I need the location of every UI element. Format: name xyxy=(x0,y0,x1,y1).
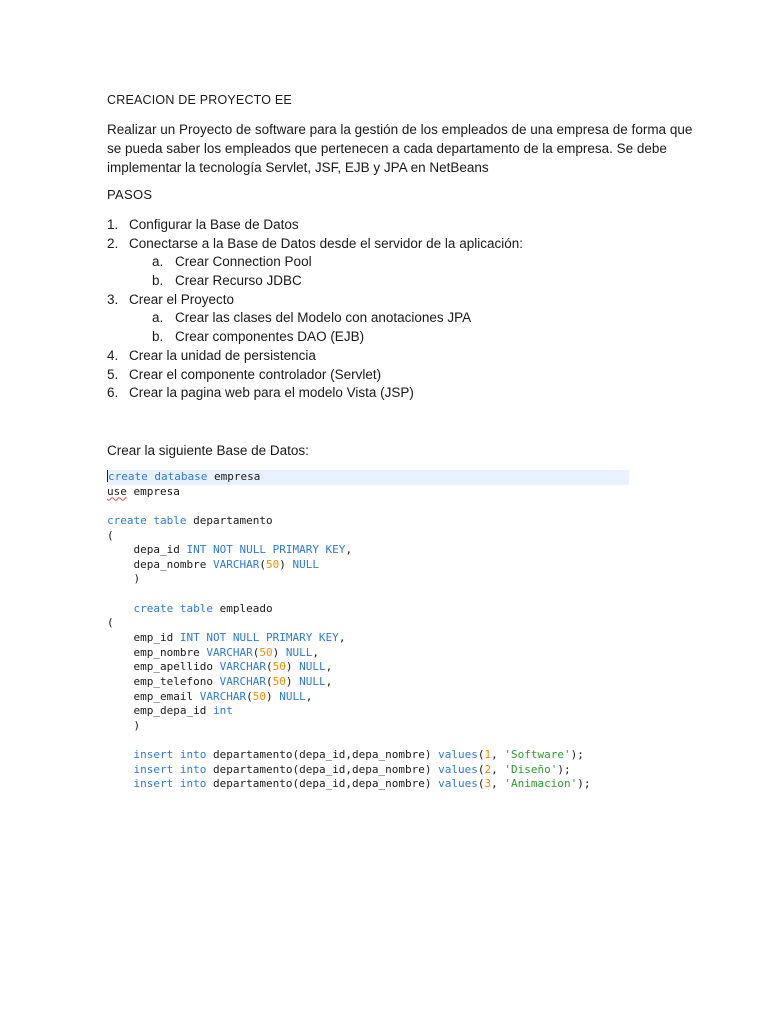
step-text: Crear el componente controlador (Servlet) xyxy=(129,366,382,382)
step-marker: a. xyxy=(152,254,164,270)
code-line xyxy=(107,660,629,675)
code-token: ( xyxy=(477,777,485,791)
code-token: , xyxy=(338,631,346,645)
steps-list xyxy=(107,216,523,403)
code-token: NULL xyxy=(299,674,326,688)
step-item xyxy=(107,291,523,310)
code-token: departamento(depa_id,depa_nombre) xyxy=(206,777,439,791)
code-token xyxy=(107,602,134,615)
code-token: NULL xyxy=(299,660,326,674)
code-token: 'Diseño' xyxy=(504,762,558,776)
step-item xyxy=(107,235,523,254)
code-token: insert into xyxy=(133,762,207,776)
sql-code-block xyxy=(107,470,629,792)
step-text: Crear Recurso JDBC xyxy=(175,273,302,289)
code-line xyxy=(107,470,629,485)
code-token: ( xyxy=(265,660,273,674)
code-token: 50 xyxy=(272,674,286,688)
code-token: , xyxy=(312,645,319,659)
step-item xyxy=(107,384,523,403)
code-token: emp_telefono xyxy=(107,674,220,688)
code-line xyxy=(107,499,629,514)
code-token: VARCHAR xyxy=(212,557,260,571)
code-token xyxy=(107,748,134,761)
code-token: 3 xyxy=(484,777,492,791)
code-token: departamento xyxy=(186,513,273,527)
code-token: , xyxy=(345,543,353,557)
code-token: empleado xyxy=(212,601,273,615)
document-title: CREACION DE PROYECTO EE xyxy=(107,93,292,107)
code-token: ( xyxy=(477,762,485,776)
code-token: 2 xyxy=(484,762,492,776)
code-token: depa_nombre xyxy=(107,557,213,571)
code-token: VARCHAR xyxy=(206,645,253,659)
database-heading: Crear la siguiente Base de Datos: xyxy=(107,443,309,458)
code-token: ); xyxy=(557,762,571,776)
code-token: departamento(depa_id,depa_nombre) xyxy=(206,762,439,776)
step-item xyxy=(107,347,523,366)
code-line xyxy=(107,616,629,631)
step-text: Crear las clases del Modelo con anotaciones JPA xyxy=(175,310,472,326)
code-token: , xyxy=(325,674,333,688)
code-token: int xyxy=(212,704,233,718)
step-marker: 5. xyxy=(107,366,119,382)
code-token: empresa xyxy=(207,470,261,483)
code-token: ( xyxy=(265,674,273,688)
step-text: Configurar la Base de Datos xyxy=(129,217,299,232)
step-marker: 4. xyxy=(107,347,119,363)
code-token: values xyxy=(438,777,478,791)
code-token: emp_email xyxy=(107,689,200,703)
code-token: ) xyxy=(107,718,141,732)
code-token: INT NOT NULL PRIMARY KEY xyxy=(186,543,346,557)
code-token: emp_apellido xyxy=(107,660,220,674)
code-line xyxy=(107,748,629,763)
code-token: VARCHAR xyxy=(219,674,266,688)
code-token: insert into xyxy=(133,748,207,762)
code-token: ) xyxy=(285,660,300,674)
code-token: ( xyxy=(252,645,260,659)
code-line xyxy=(107,529,629,544)
code-token: empresa xyxy=(126,484,180,498)
code-token: create database xyxy=(108,470,208,483)
code-line xyxy=(107,675,629,690)
code-token: , xyxy=(491,748,505,762)
code-token: insert into xyxy=(133,777,207,791)
step-text: Crear la unidad de persistencia xyxy=(129,347,316,363)
code-token: 50 xyxy=(265,557,280,571)
code-token: ) xyxy=(279,557,293,571)
code-line xyxy=(107,602,629,617)
code-token: , xyxy=(491,777,505,791)
intro-line: implementar la tecnología Servlet, JSF, EJB y JPA en NetBeans xyxy=(107,160,489,175)
code-token: use xyxy=(107,484,127,498)
code-token: NULL xyxy=(285,645,313,659)
code-line xyxy=(107,704,629,719)
code-token: NULL xyxy=(292,557,319,571)
code-token: emp_nombre xyxy=(107,645,207,659)
code-token: 50 xyxy=(259,645,273,659)
substep-item xyxy=(107,309,523,328)
intro-line: Realizar un Proyecto de software para la gestión de los empleados de una empresa de forma que xyxy=(107,122,693,137)
code-token: 1 xyxy=(484,748,492,762)
code-token: ) xyxy=(107,572,141,586)
code-line xyxy=(107,543,629,558)
code-token: ( xyxy=(107,616,114,630)
code-token: , xyxy=(305,689,313,703)
step-marker: 3. xyxy=(107,291,119,307)
substep-item xyxy=(107,272,523,291)
code-token: ( xyxy=(107,528,114,542)
step-text: Crear la pagina web para el modelo Vista (JSP) xyxy=(129,385,414,401)
code-line xyxy=(107,734,629,749)
step-marker: 6. xyxy=(107,385,119,401)
substep-item xyxy=(107,328,523,347)
code-token: departamento(depa_id,depa_nombre) xyxy=(206,748,439,762)
code-token: ) xyxy=(285,674,300,688)
step-marker: b. xyxy=(152,329,164,345)
code-token: , xyxy=(491,762,505,776)
step-text: Crear componentes DAO (EJB) xyxy=(175,329,365,345)
code-token: NULL xyxy=(279,689,306,703)
code-token: , xyxy=(325,660,333,674)
code-line xyxy=(107,763,629,778)
code-line xyxy=(107,631,629,646)
intro-paragraph xyxy=(107,120,693,177)
code-token: 'Animacion' xyxy=(504,777,578,791)
code-token: VARCHAR xyxy=(219,660,266,674)
code-token: depa_id xyxy=(107,543,187,557)
code-token: ( xyxy=(246,689,253,703)
code-token: INT NOT NULL PRIMARY KEY xyxy=(179,631,339,645)
code-token: 'Software' xyxy=(504,748,571,762)
code-token xyxy=(107,763,134,776)
intro-line: se pueda saber los empleados que pertenecen a cada departamento de la empresa. Se debe xyxy=(107,141,667,156)
code-token: ( xyxy=(259,557,266,571)
step-marker: 1. xyxy=(107,217,119,232)
code-token: ) xyxy=(272,645,286,659)
code-line xyxy=(107,777,629,792)
code-token: create table xyxy=(107,513,187,527)
code-line xyxy=(107,558,629,573)
code-line xyxy=(107,719,629,734)
code-token: emp_depa_id xyxy=(107,704,213,718)
code-token: values xyxy=(438,748,478,762)
code-token: ) xyxy=(265,689,280,703)
code-token: values xyxy=(438,762,478,776)
code-token: ); xyxy=(570,748,584,762)
code-line xyxy=(107,514,629,529)
code-token: ); xyxy=(577,777,591,791)
code-line xyxy=(107,485,629,500)
step-text: Crear Connection Pool xyxy=(175,254,312,270)
code-line xyxy=(107,587,629,602)
code-token xyxy=(107,777,134,790)
code-token: ( xyxy=(477,748,485,762)
substep-item xyxy=(107,253,523,272)
code-line xyxy=(107,646,629,661)
code-token: 50 xyxy=(252,689,266,703)
step-marker: a. xyxy=(152,310,164,326)
code-line xyxy=(107,690,629,705)
code-token: emp_id xyxy=(107,631,180,645)
code-token: VARCHAR xyxy=(199,689,247,703)
step-marker: b. xyxy=(152,273,164,289)
step-item xyxy=(107,366,523,385)
code-token: 50 xyxy=(272,660,286,674)
step-marker: 2. xyxy=(107,235,119,251)
code-token: create table xyxy=(133,601,213,615)
step-text: Crear el Proyecto xyxy=(129,291,235,307)
step-item xyxy=(107,216,523,235)
step-text: Conectarse a la Base de Datos desde el servidor de la aplicación: xyxy=(129,235,523,251)
pasos-heading: PASOS xyxy=(107,187,153,202)
code-line xyxy=(107,572,629,587)
